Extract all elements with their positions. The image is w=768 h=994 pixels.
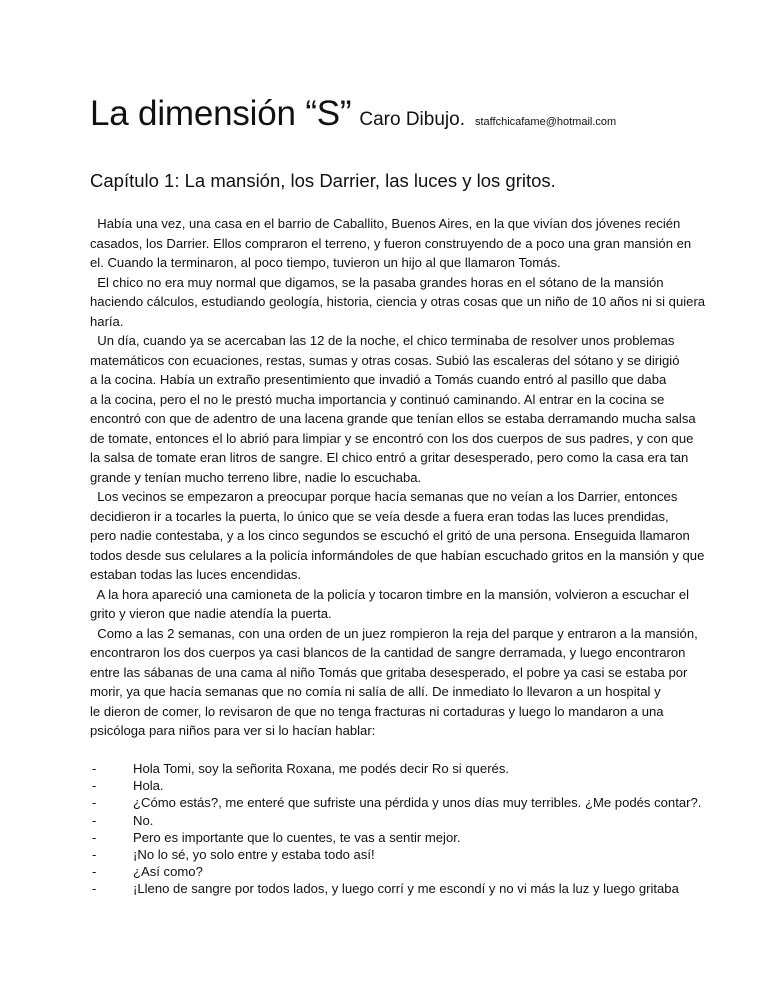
dialogue-line bbox=[90, 794, 702, 811]
dialogue-text: ¡No lo sé, yo solo entre y estaba todo así! bbox=[133, 846, 375, 862]
dialogue-text: Hola. bbox=[133, 778, 164, 794]
dialogue-text: No. bbox=[133, 812, 154, 828]
paragraph-line: encontró con que de adentro de una lacena grande que tenían ellos se estaba derramando mucha salsa bbox=[90, 411, 696, 426]
paragraph-line: haría. bbox=[90, 313, 124, 329]
paragraph-line: psicóloga para niños para ver si lo hacían hablar: bbox=[90, 723, 376, 738]
dialogue-dash: - bbox=[92, 761, 97, 776]
author-email: staffchicafame@hotmail.com bbox=[474, 116, 617, 128]
paragraph-line: haciendo cálculos, estudiando geología, historia, ciencia y otras cosas que un niño de 10 años ni si quiera bbox=[90, 294, 706, 309]
dialogue-text: ¡Lleno de sangre por todos lados, y luego corrí y me escondí y no vi más la luz y luego gritaba bbox=[133, 881, 679, 897]
dialogue-list bbox=[90, 760, 702, 898]
dialogue-line bbox=[90, 863, 690, 880]
dialogue-dash: - bbox=[92, 881, 97, 897]
dialogue-line bbox=[90, 846, 690, 863]
paragraph-line: A la hora apareció una camioneta de la policía y tocaron timbre en la mansión, volvieron a escuchar el bbox=[90, 586, 690, 602]
dialogue-dash: - bbox=[92, 864, 97, 880]
paragraph-line: matemáticos con ecuaciones, restas, sumas y otras cosas. Subió las escaleras del sótano y se dirigió bbox=[90, 352, 680, 368]
dialogue-dash: - bbox=[92, 795, 97, 811]
paragraph-line: Había una vez, una casa en el barrio de Caballito, Buenos Aires, en la que vivían dos jóvenes recién bbox=[90, 216, 681, 231]
dialogue-line bbox=[90, 829, 690, 846]
paragraph-line: grito y vieron que nadie atendía la puerta. bbox=[90, 606, 332, 621]
paragraph-line: el. Cuando la terminaron, al poco tiempo, tuvieron un hijo al que llamaron Tomás. bbox=[90, 255, 561, 270]
author-name: Caro Dibujo. bbox=[359, 109, 465, 130]
paragraph-line: Como a las 2 semanas, con una orden de un juez rompieron la reja del parque y entraron a la mansión, bbox=[90, 625, 698, 641]
paragraph-line: El chico no era muy normal que digamos, se la pasaba grandes horas en el sótano de la mansión bbox=[90, 274, 664, 290]
paragraph-line: a la cocina, pero el no le prestó mucha importancia y continuó caminando. Al entrar en la cocina se bbox=[90, 391, 665, 407]
dialogue-line bbox=[90, 812, 690, 829]
paragraph-line: casados, los Darrier. Ellos compraron el terreno, y fueron construyendo de a poco una gran mansión en bbox=[90, 235, 692, 251]
paragraph-line: morir, ya que hacía semanas que no comía ni salía de allí. De inmediato lo llevaron a un hospital y bbox=[90, 684, 661, 699]
dialogue-text: ¿Cómo estás?, me enteré que sufriste una pérdida y unos días muy terribles. ¿Me podés contar?. bbox=[133, 795, 702, 811]
paragraph-line: de tomate, entonces el lo abrió para limpiar y se encontró con los dos cuerpos de sus padres, y con que bbox=[90, 430, 694, 446]
paragraph-line: estaban todas las luces encendidas. bbox=[90, 567, 302, 582]
dialogue-text: Pero es importante que lo cuentes, te vas a sentir mejor. bbox=[133, 829, 461, 845]
dialogue-dash: - bbox=[92, 812, 97, 828]
dialogue-line bbox=[90, 777, 690, 794]
dialogue-text: Hola Tomi, soy la señorita Roxana, me podés decir Ro si querés. bbox=[133, 761, 510, 776]
dialogue-dash: - bbox=[92, 829, 97, 845]
dialogue-text: ¿Así como? bbox=[133, 864, 203, 880]
document-title: La dimensión “S” bbox=[90, 94, 352, 133]
chapter-title: Capítulo 1: La mansión, los Darrier, las luces y los gritos. bbox=[90, 170, 556, 191]
paragraph-line: la salsa de tomate eran litros de sangre. El chico entró a gritar desesperado, pero como la casa era tan bbox=[90, 450, 689, 465]
paragraph-line: a la cocina. Había un extraño presentimiento que invadió a Tomás cuando entró al pasillo que daba bbox=[90, 372, 667, 387]
paragraph-line: grande y tenían mucho terreno libre, nadie lo escuchaba. bbox=[90, 469, 422, 485]
paragraph-line: pero nadie contestaba, y a los cinco segundos se escuchó el gritó de una persona. Enseguida llamaron bbox=[90, 528, 690, 543]
dialogue-line bbox=[90, 760, 690, 777]
paragraph-line: Un día, cuando ya se acercaban las 12 de la noche, el chico terminaba de resolver unos problemas bbox=[90, 333, 675, 348]
dialogue-dash: - bbox=[92, 778, 97, 794]
paragraph-line: decidieron ir a tocarles la puerta, lo único que se veía desde a fuera eran todas las luces prendidas, bbox=[90, 508, 669, 524]
dialogue-dash: - bbox=[92, 846, 97, 862]
dialogue-line bbox=[90, 880, 690, 897]
story-body bbox=[90, 214, 706, 741]
document-title-line bbox=[90, 94, 616, 134]
paragraph-line: le dieron de comer, lo revisaron de que no tenga fracturas ni cortaduras y luego lo mandaron a una bbox=[90, 703, 664, 719]
paragraph-line: todos desde sus celulares a la policía informándoles de que habían escuchado gritos en la mansión y que bbox=[90, 547, 705, 563]
paragraph-line: entre las sábanas de una cama al niño Tomás que gritaba desesperado, el pobre ya casi se estaba por bbox=[90, 664, 688, 680]
paragraph-line: Los vecinos se empezaron a preocupar porque hacía semanas que no veían a los Darrier, entonces bbox=[90, 489, 678, 504]
paragraph-line: encontraron los dos cuerpos ya casi blancos de la cantidad de sangre derramada, y luego encontraron bbox=[90, 645, 686, 660]
